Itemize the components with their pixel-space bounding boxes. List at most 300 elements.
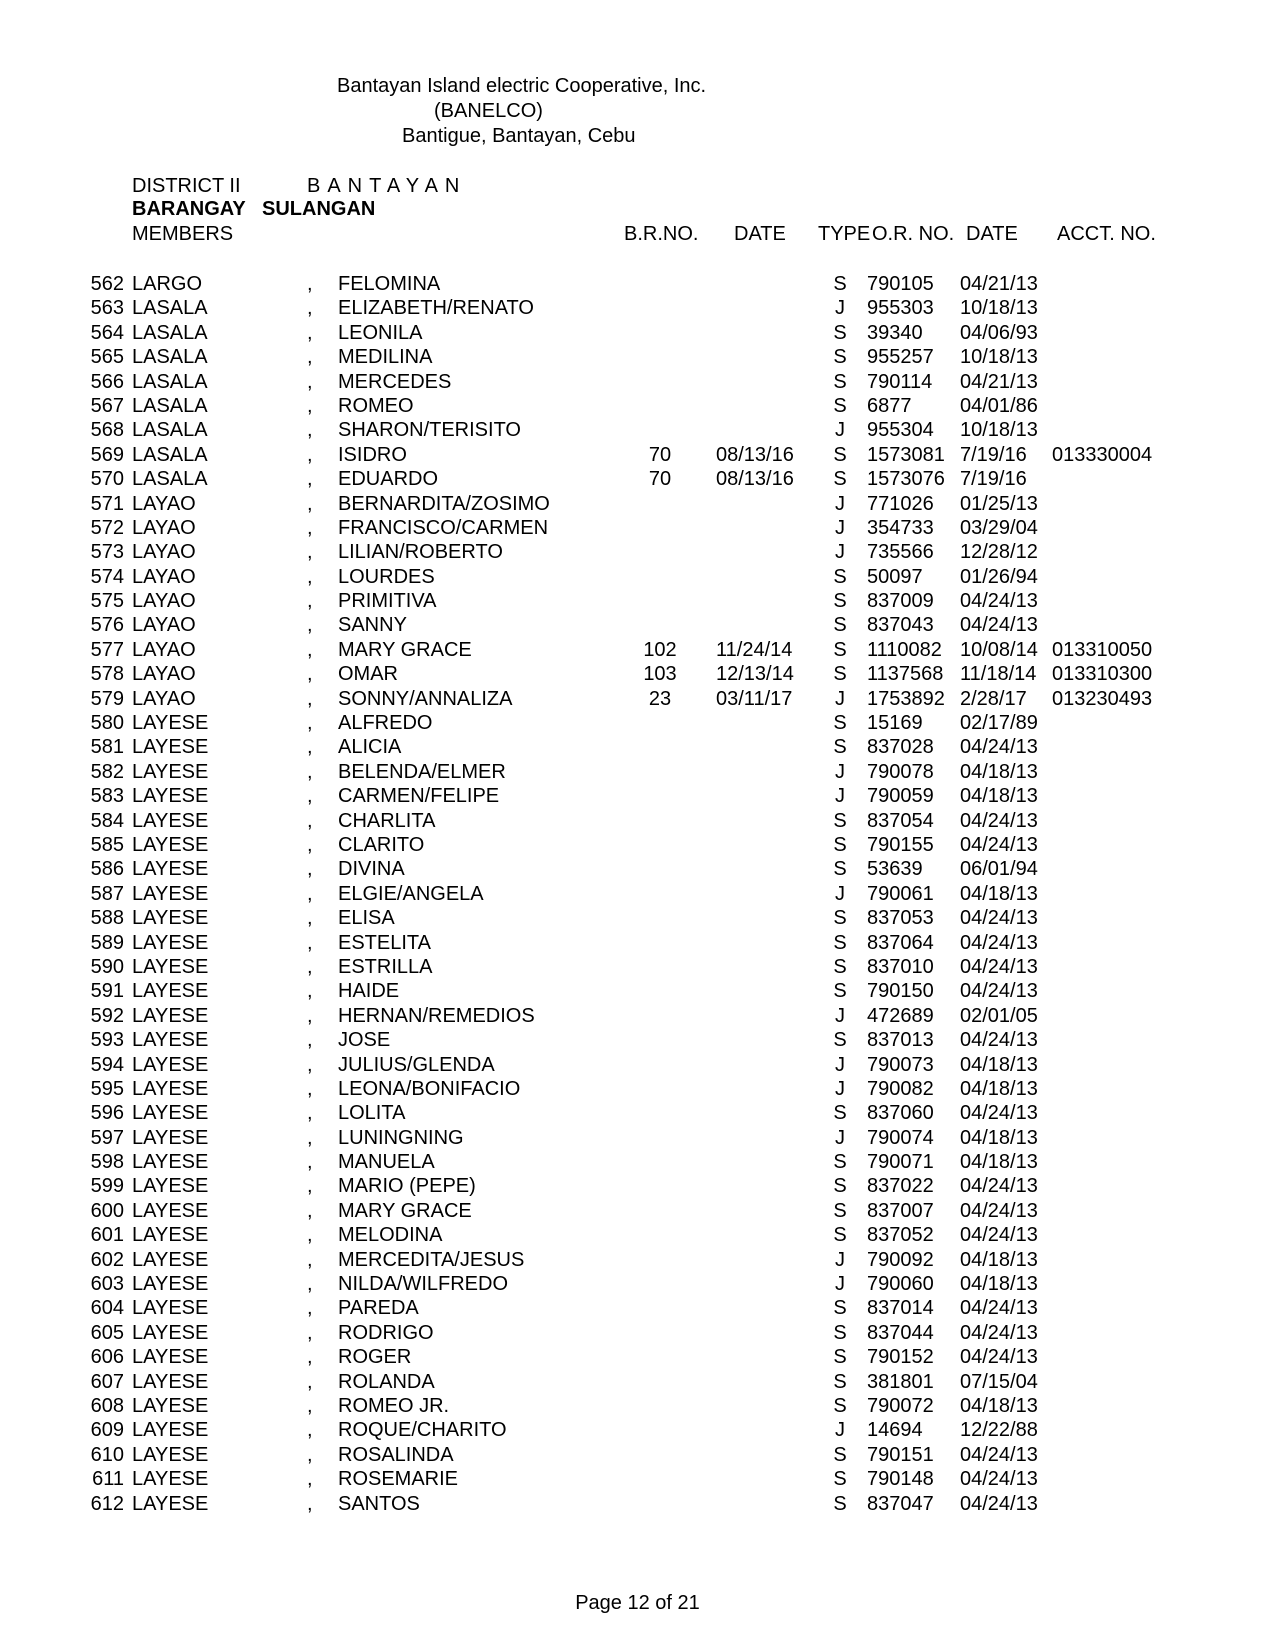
name-separator: , <box>307 1004 313 1027</box>
member-first-name: LOLITA <box>338 1102 406 1125</box>
member-number: 579 <box>90 687 124 710</box>
member-last-name: LAYESE <box>132 1419 209 1442</box>
table-row <box>0 1443 1275 1467</box>
column-header-members: MEMBERS <box>132 223 234 245</box>
member-number: 587 <box>90 882 124 905</box>
membership-type: J <box>835 1419 845 1442</box>
name-separator: , <box>307 321 313 344</box>
town-name: BANTAYAN <box>307 175 467 197</box>
membership-type: S <box>833 590 847 613</box>
organization-name: Bantayan Island electric Cooperative, Inc. <box>337 75 707 97</box>
or-number: 837054 <box>867 809 934 832</box>
member-number: 586 <box>90 858 124 881</box>
name-separator: , <box>307 907 313 930</box>
table-row <box>0 1370 1275 1394</box>
membership-type: S <box>833 955 847 978</box>
member-last-name: LARGO <box>132 273 203 295</box>
name-separator: , <box>307 1175 313 1198</box>
membership-type: J <box>835 1004 845 1027</box>
membership-type: S <box>833 858 847 881</box>
table-row <box>0 296 1275 320</box>
member-last-name: LASALA <box>132 419 208 442</box>
membership-type: S <box>833 1175 847 1198</box>
or-number: 837047 <box>867 1492 934 1515</box>
or-date: 7/19/16 <box>960 468 1027 491</box>
member-number: 591 <box>90 980 124 1003</box>
member-last-name: LASALA <box>132 468 208 491</box>
or-date: 04/21/13 <box>960 273 1038 295</box>
membership-type: S <box>833 1199 847 1222</box>
organization-abbreviation: (BANELCO) <box>434 100 543 122</box>
member-last-name: LAYAO <box>132 516 196 539</box>
table-row <box>0 589 1275 613</box>
or-number: 1753892 <box>867 687 945 710</box>
member-number: 577 <box>90 638 124 661</box>
table-row <box>0 760 1275 784</box>
or-number: 790114 <box>867 370 933 393</box>
member-last-name: LAYESE <box>132 760 209 783</box>
member-number: 582 <box>90 760 124 783</box>
member-number: 565 <box>90 346 124 369</box>
member-number: 602 <box>90 1248 124 1271</box>
member-number: 611 <box>92 1468 124 1491</box>
membership-type: J <box>835 297 845 320</box>
table-row <box>0 1296 1275 1320</box>
member-last-name: LAYAO <box>132 590 196 613</box>
or-date: 04/24/13 <box>960 1492 1038 1515</box>
or-number: 790152 <box>867 1346 934 1369</box>
or-date: 06/01/94 <box>960 858 1038 881</box>
or-number: 1573076 <box>867 468 945 491</box>
account-number: 013310050 <box>1052 638 1153 661</box>
name-separator: , <box>307 443 313 466</box>
or-number: 790151 <box>867 1443 934 1466</box>
member-first-name: CHARLITA <box>338 809 436 832</box>
member-last-name: LAYAO <box>132 687 196 710</box>
name-separator: , <box>307 785 313 808</box>
name-separator: , <box>307 760 313 783</box>
membership-type: J <box>835 785 845 808</box>
br-number: 103 <box>643 663 677 686</box>
member-first-name: LILIAN/ROBERTO <box>338 541 503 564</box>
name-separator: , <box>307 1126 313 1149</box>
name-separator: , <box>307 1029 313 1052</box>
barangay-label: BARANGAY <box>132 198 246 220</box>
member-last-name: LAYESE <box>132 1248 209 1271</box>
or-number: 837053 <box>867 907 934 930</box>
table-row <box>0 1492 1275 1516</box>
member-last-name: LAYESE <box>132 1102 209 1125</box>
or-date: 04/24/13 <box>960 833 1038 856</box>
or-number: 381801 <box>867 1370 934 1393</box>
membership-type: S <box>833 1029 847 1052</box>
or-number: 837028 <box>867 736 934 759</box>
member-first-name: JOSE <box>338 1029 391 1052</box>
membership-type: S <box>833 1468 847 1491</box>
name-separator: , <box>307 1077 313 1100</box>
br-number: 70 <box>648 443 672 466</box>
member-last-name: LASALA <box>132 370 208 393</box>
membership-type: J <box>835 541 845 564</box>
column-header-or-no: O.R. NO. <box>872 223 955 245</box>
member-last-name: LAYAO <box>132 663 196 686</box>
table-row <box>0 638 1275 662</box>
member-first-name: ALFREDO <box>338 712 433 735</box>
or-date: 04/24/13 <box>960 931 1038 954</box>
membership-type: J <box>835 1273 845 1296</box>
member-first-name: SHARON/TERISITO <box>338 419 521 442</box>
member-first-name: MARY GRACE <box>338 638 472 661</box>
account-number: 013330004 <box>1052 443 1153 466</box>
account-number: 013230493 <box>1052 687 1153 710</box>
member-number: 606 <box>90 1346 124 1369</box>
or-date: 04/24/13 <box>960 1468 1038 1491</box>
or-number: 837043 <box>867 614 934 637</box>
name-separator: , <box>307 273 313 295</box>
column-header-type: TYPE <box>818 223 871 245</box>
member-first-name: ROLANDA <box>338 1370 435 1393</box>
table-row <box>0 735 1275 759</box>
member-first-name: PRIMITIVA <box>338 590 437 613</box>
table-row <box>0 906 1275 930</box>
member-number: 600 <box>90 1199 124 1222</box>
member-last-name: LAYAO <box>132 565 196 588</box>
or-number: 790074 <box>867 1126 934 1149</box>
member-first-name: ESTRILLA <box>338 955 433 978</box>
or-date: 04/18/13 <box>960 1077 1038 1100</box>
br-number: 23 <box>648 687 672 710</box>
or-date: 10/08/14 <box>960 638 1038 661</box>
table-row <box>0 857 1275 881</box>
member-first-name: ROMEO <box>338 394 414 417</box>
name-separator: , <box>307 468 313 491</box>
table-row <box>0 418 1275 442</box>
name-separator: , <box>307 858 313 881</box>
name-separator: , <box>307 1224 313 1247</box>
table-row <box>0 1467 1275 1491</box>
membership-type: S <box>833 394 847 417</box>
or-number: 837014 <box>867 1297 934 1320</box>
member-last-name: LAYESE <box>132 1346 209 1369</box>
name-separator: , <box>307 590 313 613</box>
member-first-name: MERCEDES <box>338 370 452 393</box>
br-date: 12/13/14 <box>716 663 794 686</box>
br-date: 11/24/14 <box>716 638 793 661</box>
table-row <box>0 833 1275 857</box>
member-number: 595 <box>90 1077 124 1100</box>
member-number: 583 <box>90 785 124 808</box>
member-last-name: LAYESE <box>132 1492 209 1515</box>
name-separator: , <box>307 1151 313 1174</box>
member-number: 598 <box>90 1151 124 1174</box>
member-last-name: LAYESE <box>132 858 209 881</box>
name-separator: , <box>307 516 313 539</box>
member-last-name: LASALA <box>132 346 208 369</box>
membership-type: J <box>835 1053 845 1076</box>
or-date: 04/24/13 <box>960 955 1038 978</box>
membership-type: S <box>833 833 847 856</box>
br-date: 08/13/16 <box>716 468 794 491</box>
or-number: 837060 <box>867 1102 934 1125</box>
or-date: 04/24/13 <box>960 1102 1038 1125</box>
member-first-name: CLARITO <box>338 833 425 856</box>
member-first-name: HERNAN/REMEDIOS <box>338 1004 535 1027</box>
member-last-name: LAYESE <box>132 1199 209 1222</box>
or-number: 955304 <box>867 419 934 442</box>
membership-type: J <box>835 687 845 710</box>
membership-type: S <box>833 1394 847 1417</box>
name-separator: , <box>307 931 313 954</box>
or-date: 04/06/93 <box>960 321 1038 344</box>
membership-type: S <box>833 638 847 661</box>
table-row <box>0 1394 1275 1418</box>
or-date: 07/15/04 <box>960 1370 1038 1393</box>
member-last-name: LAYESE <box>132 931 209 954</box>
or-number: 837007 <box>867 1199 934 1222</box>
name-separator: , <box>307 541 313 564</box>
or-number: 837044 <box>867 1321 934 1344</box>
member-list <box>0 272 1275 1516</box>
or-date: 04/18/13 <box>960 1126 1038 1149</box>
membership-type: S <box>833 1370 847 1393</box>
or-number: 837052 <box>867 1224 934 1247</box>
member-number: 581 <box>90 736 124 759</box>
member-first-name: ROQUE/CHARITO <box>338 1419 507 1442</box>
name-separator: , <box>307 419 313 442</box>
member-first-name: ISIDRO <box>338 443 407 466</box>
or-date: 04/24/13 <box>960 590 1038 613</box>
name-separator: , <box>307 394 313 417</box>
or-number: 955303 <box>867 297 934 320</box>
member-number: 567 <box>90 394 124 417</box>
membership-type: S <box>833 980 847 1003</box>
br-date: 03/11/17 <box>716 687 793 710</box>
member-last-name: LAYESE <box>132 833 209 856</box>
member-first-name: ROSEMARIE <box>338 1468 459 1491</box>
or-number: 837013 <box>867 1029 934 1052</box>
member-first-name: MERCEDITA/JESUS <box>338 1248 525 1271</box>
member-number: 610 <box>90 1443 124 1466</box>
member-number: 608 <box>90 1394 124 1417</box>
or-number: 790072 <box>867 1394 934 1417</box>
or-date: 04/24/13 <box>960 980 1038 1003</box>
name-separator: , <box>307 370 313 393</box>
member-number: 607 <box>90 1370 124 1393</box>
member-number: 589 <box>90 931 124 954</box>
member-first-name: MANUELA <box>338 1151 435 1174</box>
member-number: 594 <box>90 1053 124 1076</box>
member-last-name: LASALA <box>132 394 208 417</box>
column-header-or-date: DATE <box>966 223 1018 245</box>
membership-type: S <box>833 468 847 491</box>
table-row <box>0 955 1275 979</box>
member-last-name: LASALA <box>132 443 208 466</box>
member-first-name: CARMEN/FELIPE <box>338 785 500 808</box>
member-last-name: LAYESE <box>132 1297 209 1320</box>
or-number: 472689 <box>867 1004 934 1027</box>
table-row <box>0 467 1275 491</box>
table-row <box>0 1004 1275 1028</box>
name-separator: , <box>307 638 313 661</box>
or-number: 790073 <box>867 1053 934 1076</box>
member-first-name: SANNY <box>338 614 407 637</box>
or-number: 790071 <box>867 1151 934 1174</box>
member-first-name: LUNINGNING <box>338 1126 464 1149</box>
or-number: 790078 <box>867 760 934 783</box>
name-separator: , <box>307 1248 313 1271</box>
table-row <box>0 931 1275 955</box>
table-row <box>0 1077 1275 1101</box>
name-separator: , <box>307 492 313 515</box>
member-first-name: SANTOS <box>338 1492 420 1515</box>
or-date: 10/18/13 <box>960 297 1038 320</box>
table-row <box>0 711 1275 735</box>
membership-type: S <box>833 346 847 369</box>
member-first-name: OMAR <box>338 663 398 686</box>
table-row <box>0 979 1275 1003</box>
name-separator: , <box>307 687 313 710</box>
member-first-name: MARIO (PEPE) <box>338 1175 476 1198</box>
table-row <box>0 1321 1275 1345</box>
or-date: 11/18/14 <box>960 663 1037 686</box>
or-number: 837064 <box>867 931 934 954</box>
or-date: 02/17/89 <box>960 712 1038 735</box>
table-row <box>0 1248 1275 1272</box>
table-row <box>0 687 1275 711</box>
table-row <box>0 613 1275 637</box>
membership-type: S <box>833 931 847 954</box>
table-row <box>0 516 1275 540</box>
or-number: 6877 <box>867 394 912 417</box>
membership-type: S <box>833 712 847 735</box>
membership-type: S <box>833 321 847 344</box>
table-row <box>0 1101 1275 1125</box>
or-number: 790148 <box>867 1468 934 1491</box>
table-row <box>0 1223 1275 1247</box>
or-number: 790082 <box>867 1077 934 1100</box>
membership-type: S <box>833 370 847 393</box>
member-last-name: LASALA <box>132 321 208 344</box>
name-separator: , <box>307 346 313 369</box>
name-separator: , <box>307 1102 313 1125</box>
table-row <box>0 394 1275 418</box>
membership-type: J <box>835 760 845 783</box>
or-number: 790150 <box>867 980 934 1003</box>
or-date: 04/24/13 <box>960 1175 1038 1198</box>
member-number: 596 <box>90 1102 124 1125</box>
membership-type: S <box>833 1224 847 1247</box>
name-separator: , <box>307 1492 313 1515</box>
member-first-name: NILDA/WILFREDO <box>338 1273 509 1296</box>
name-separator: , <box>307 1346 313 1369</box>
member-first-name: BELENDA/ELMER <box>338 760 506 783</box>
member-last-name: LAYAO <box>132 614 196 637</box>
or-date: 04/18/13 <box>960 1053 1038 1076</box>
br-number: 102 <box>643 638 677 661</box>
member-last-name: LAYESE <box>132 1151 209 1174</box>
or-date: 04/18/13 <box>960 1151 1038 1174</box>
or-date: 02/01/05 <box>960 1004 1038 1027</box>
table-row <box>0 784 1275 808</box>
table-row <box>0 1126 1275 1150</box>
member-last-name: LAYESE <box>132 1273 209 1296</box>
member-last-name: LAYESE <box>132 1077 209 1100</box>
table-row <box>0 272 1275 296</box>
member-number: 566 <box>90 370 124 393</box>
member-first-name: ROGER <box>338 1346 412 1369</box>
membership-type: S <box>833 1443 847 1466</box>
member-first-name: MARY GRACE <box>338 1199 472 1222</box>
membership-type: S <box>833 1102 847 1125</box>
table-row <box>0 443 1275 467</box>
or-number: 50097 <box>867 565 923 588</box>
member-number: 571 <box>90 492 124 515</box>
member-last-name: LAYAO <box>132 638 196 661</box>
member-first-name: JULIUS/GLENDA <box>338 1053 495 1076</box>
member-number: 569 <box>90 443 124 466</box>
member-last-name: LAYESE <box>132 1175 209 1198</box>
or-date: 7/19/16 <box>960 443 1027 466</box>
or-number: 735566 <box>867 541 934 564</box>
table-row <box>0 662 1275 686</box>
name-separator: , <box>307 833 313 856</box>
table-row <box>0 1418 1275 1442</box>
member-number: 584 <box>90 809 124 832</box>
or-date: 04/24/13 <box>960 809 1038 832</box>
table-row <box>0 1199 1275 1223</box>
organization-address: Bantigue, Bantayan, Cebu <box>402 125 636 147</box>
or-number: 837009 <box>867 590 934 613</box>
member-last-name: LAYESE <box>132 1029 209 1052</box>
member-last-name: LAYESE <box>132 1468 209 1491</box>
br-date: 08/13/16 <box>716 443 794 466</box>
member-last-name: LAYESE <box>132 1321 209 1344</box>
member-number: 609 <box>90 1419 124 1442</box>
member-last-name: LAYESE <box>132 736 209 759</box>
or-date: 04/18/13 <box>960 1394 1038 1417</box>
or-date: 01/26/94 <box>960 565 1038 588</box>
member-number: 599 <box>90 1175 124 1198</box>
membership-type: S <box>833 736 847 759</box>
name-separator: , <box>307 1468 313 1491</box>
or-number: 790155 <box>867 833 934 856</box>
member-last-name: LAYESE <box>132 1224 209 1247</box>
or-number: 354733 <box>867 516 934 539</box>
member-first-name: HAIDE <box>338 980 400 1003</box>
member-first-name: DIVINA <box>338 858 405 881</box>
member-first-name: LOURDES <box>338 565 435 588</box>
name-separator: , <box>307 1297 313 1320</box>
or-number: 790059 <box>867 785 934 808</box>
membership-type: J <box>835 492 845 515</box>
table-row <box>0 809 1275 833</box>
table-row <box>0 492 1275 516</box>
member-number: 593 <box>90 1029 124 1052</box>
membership-type: S <box>833 1321 847 1344</box>
name-separator: , <box>307 809 313 832</box>
or-date: 12/22/88 <box>960 1419 1038 1442</box>
name-separator: , <box>307 1321 313 1344</box>
member-first-name: ROSALINDA <box>338 1443 454 1466</box>
table-row <box>0 565 1275 589</box>
membership-type: J <box>835 1126 845 1149</box>
membership-type: J <box>835 1248 845 1271</box>
name-separator: , <box>307 663 313 686</box>
name-separator: , <box>307 955 313 978</box>
member-number: 578 <box>90 663 124 686</box>
or-number: 1110082 <box>867 638 942 661</box>
member-number: 563 <box>90 297 124 320</box>
